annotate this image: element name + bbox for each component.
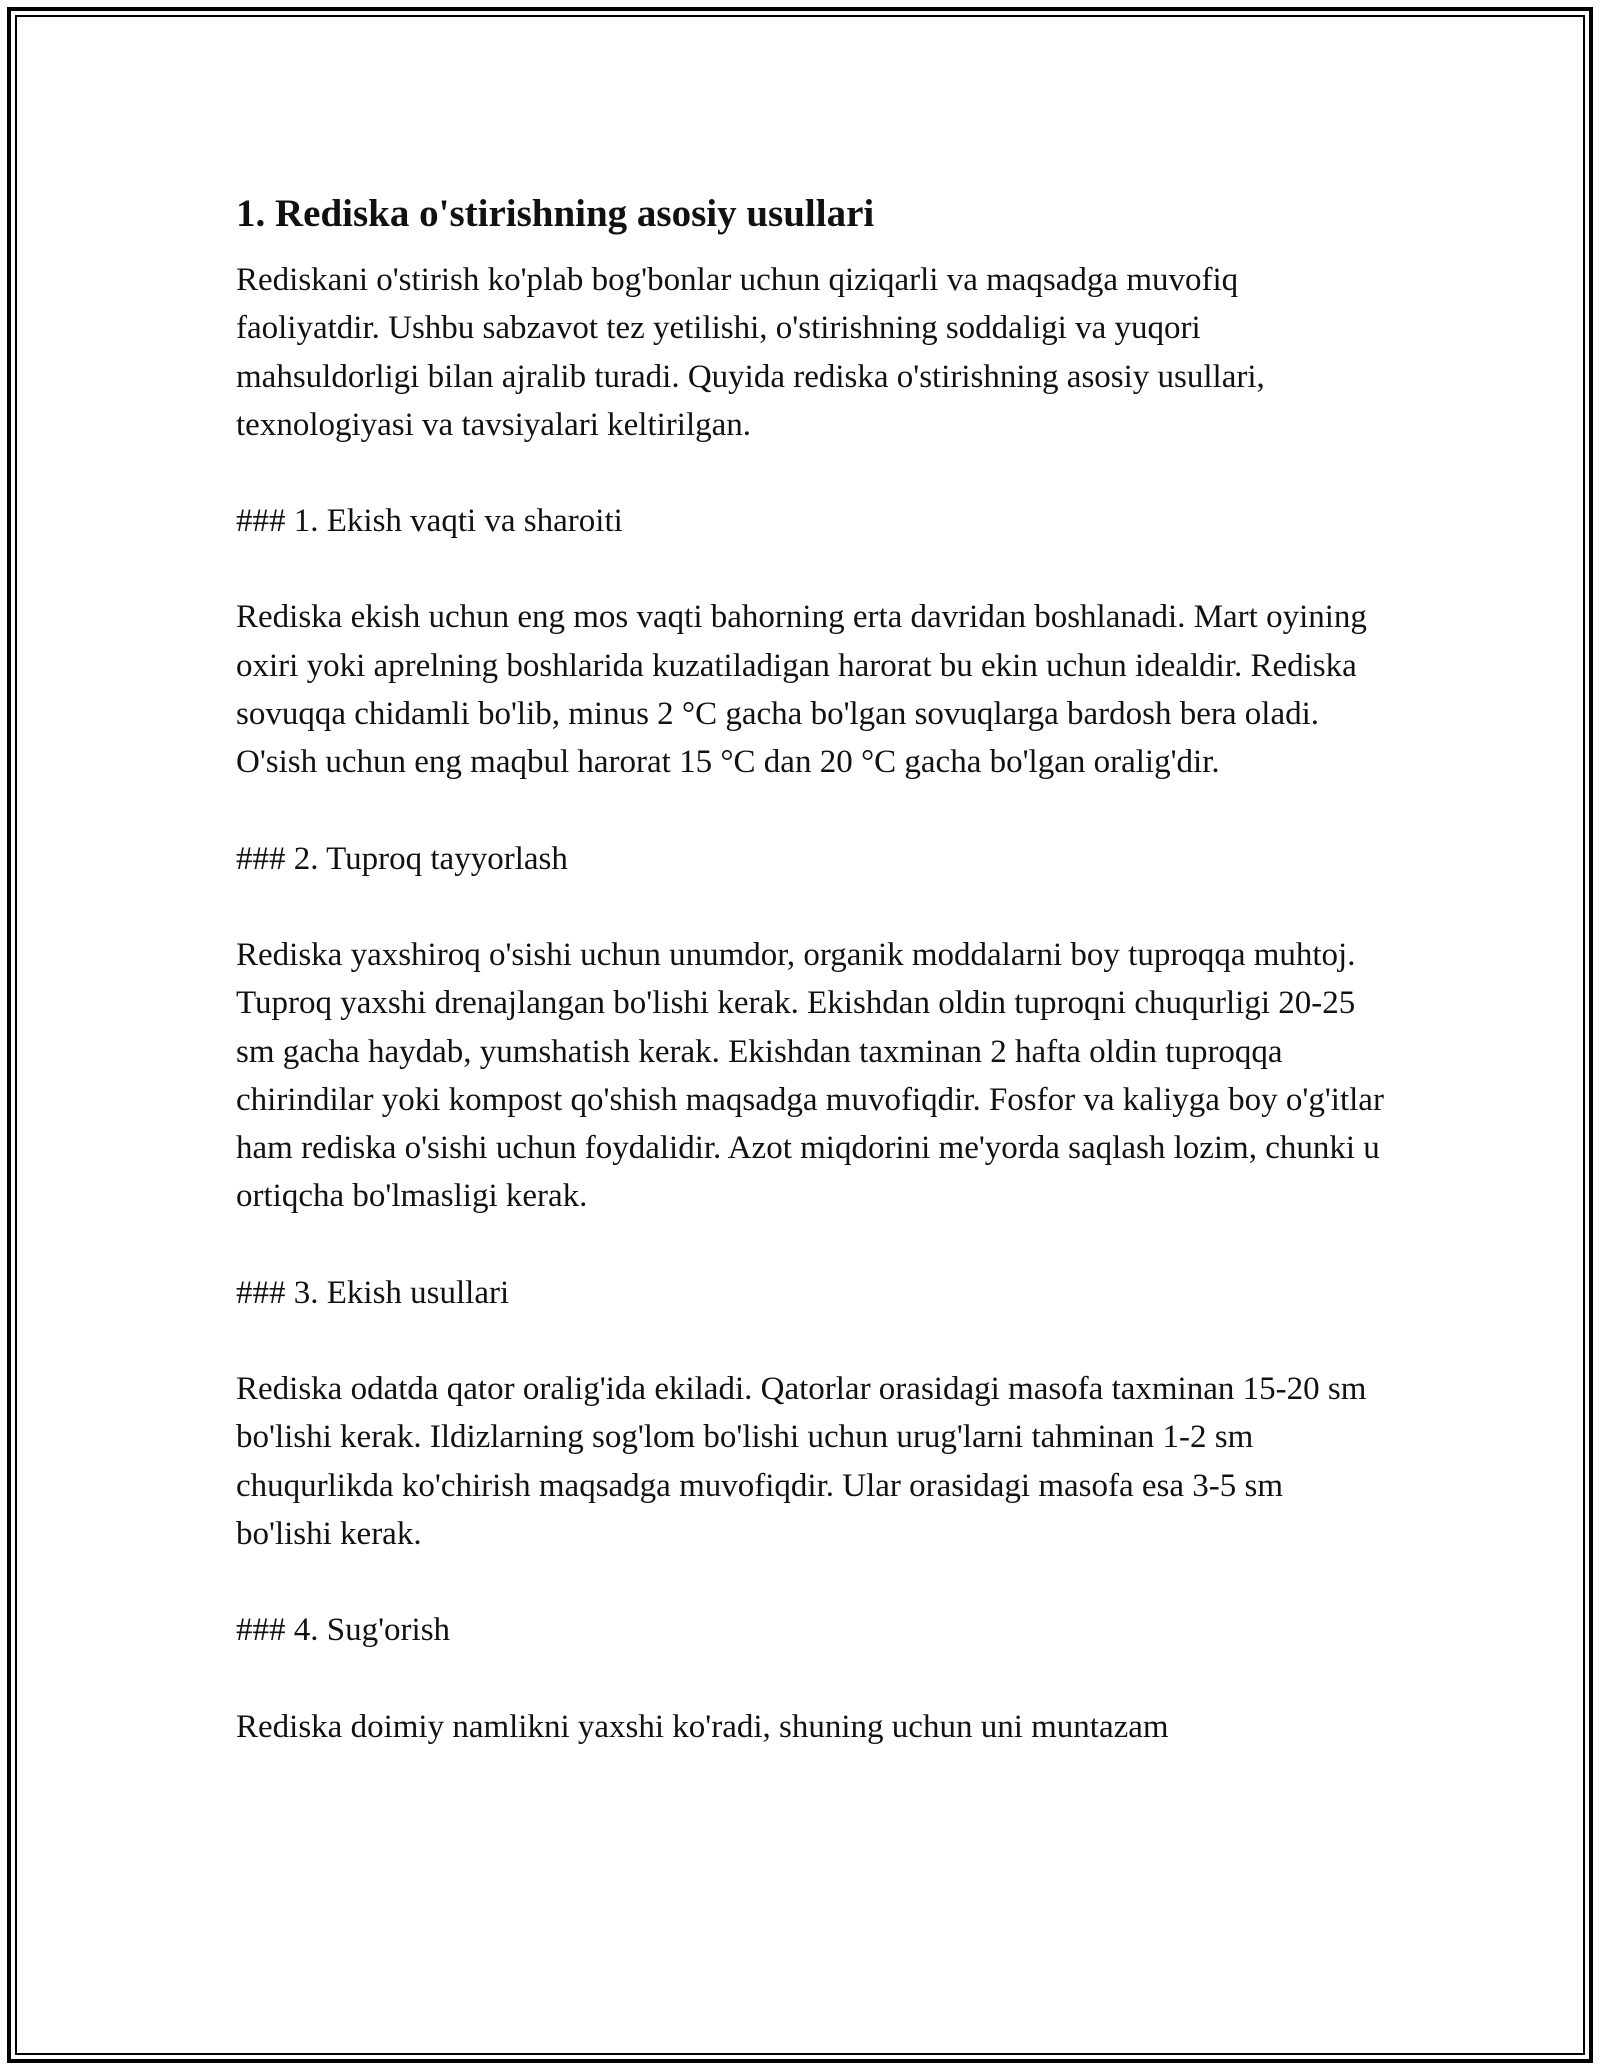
paragraph-ekish-vaqti: Rediska ekish uchun eng mos vaqti bahorning erta davridan boshlanadi. Mart oyining oxiri yoki aprelning boshlarida kuzatiladigan harorat bu ekin uchun idealdir. Rediska sovuqqa chidamli bo'lib, minus 2 °C gacha bo'lgan sovuqlarga bardosh bera oladi. O'sish uchun eng maqbul harorat 15 °C dan 20 °C gacha bo'lgan oralig'dir. <box>236 599 1367 781</box>
document-title: 1. Rediska o'stirishning asosiy usullari <box>236 192 875 235</box>
intro-paragraph: Rediskani o'stirish ko'plab bog'bonlar uchun qiziqarli va maqsadga muvofiq faoliyatdir. Ushbu sabzavot tez yetilishi, o'stirishning soddaligi va yuqori mahsuldorligi bilan ajralib turadi. Quyida rediska o'stirishning asosiy usullari, texnologiyasi va tavsiyalari keltirilgan. <box>236 262 1265 443</box>
section-heading-sugorish: ### 4. Sug'orish <box>236 1612 451 1649</box>
paragraph-ekish-usullari: Rediska odatda qator oralig'ida ekiladi. Qatorlar orasidagi masofa taxminan 15-20 sm bo'lishi kerak. Ildizlarning sog'lom bo'lishi uchun urug'larni tahminan 1-2 sm chuqurlikda ko'chirish maqsadga muvofiqdir. Ular orasidagi masofa esa 3-5 sm bo'lishi kerak. <box>236 1371 1367 1552</box>
section-heading-ekish-vaqti: ### 1. Ekish vaqti va sharoiti <box>236 503 623 540</box>
paragraph-tuproq: Rediska yaxshiroq o'sishi uchun unumdor, organik moddalarni boy tuproqqa muhtoj. Tuproq yaxshi drenajlangan bo'lishi kerak. Ekishdan oldin tuproqni chuqurligi 20-25 sm gacha haydab, yumshatish kerak. Ekishdan taxminan 2 hafta oldin tuproqqa chirindilar yoki kompost qo'shish maqsadga muvofiqdir. Fosfor va kaliyga boy o'g'itlar ham rediska o'sishi uchun foydalidir. Azot miqdorini me'yorda saqlash lozim, chunki u ortiqcha bo'lmasligi kerak. <box>236 936 1384 1215</box>
section-heading-ekish-usullari: ### 3. Ekish usullari <box>236 1274 510 1311</box>
paragraph-sugorish: Rediska doimiy namlikni yaxshi ko'radi, shuning uchun uni muntazam <box>236 1708 1169 1745</box>
section-heading-tuproq: ### 2. Tuproq tayyorlash <box>236 840 568 877</box>
document-body <box>236 184 1386 1799</box>
